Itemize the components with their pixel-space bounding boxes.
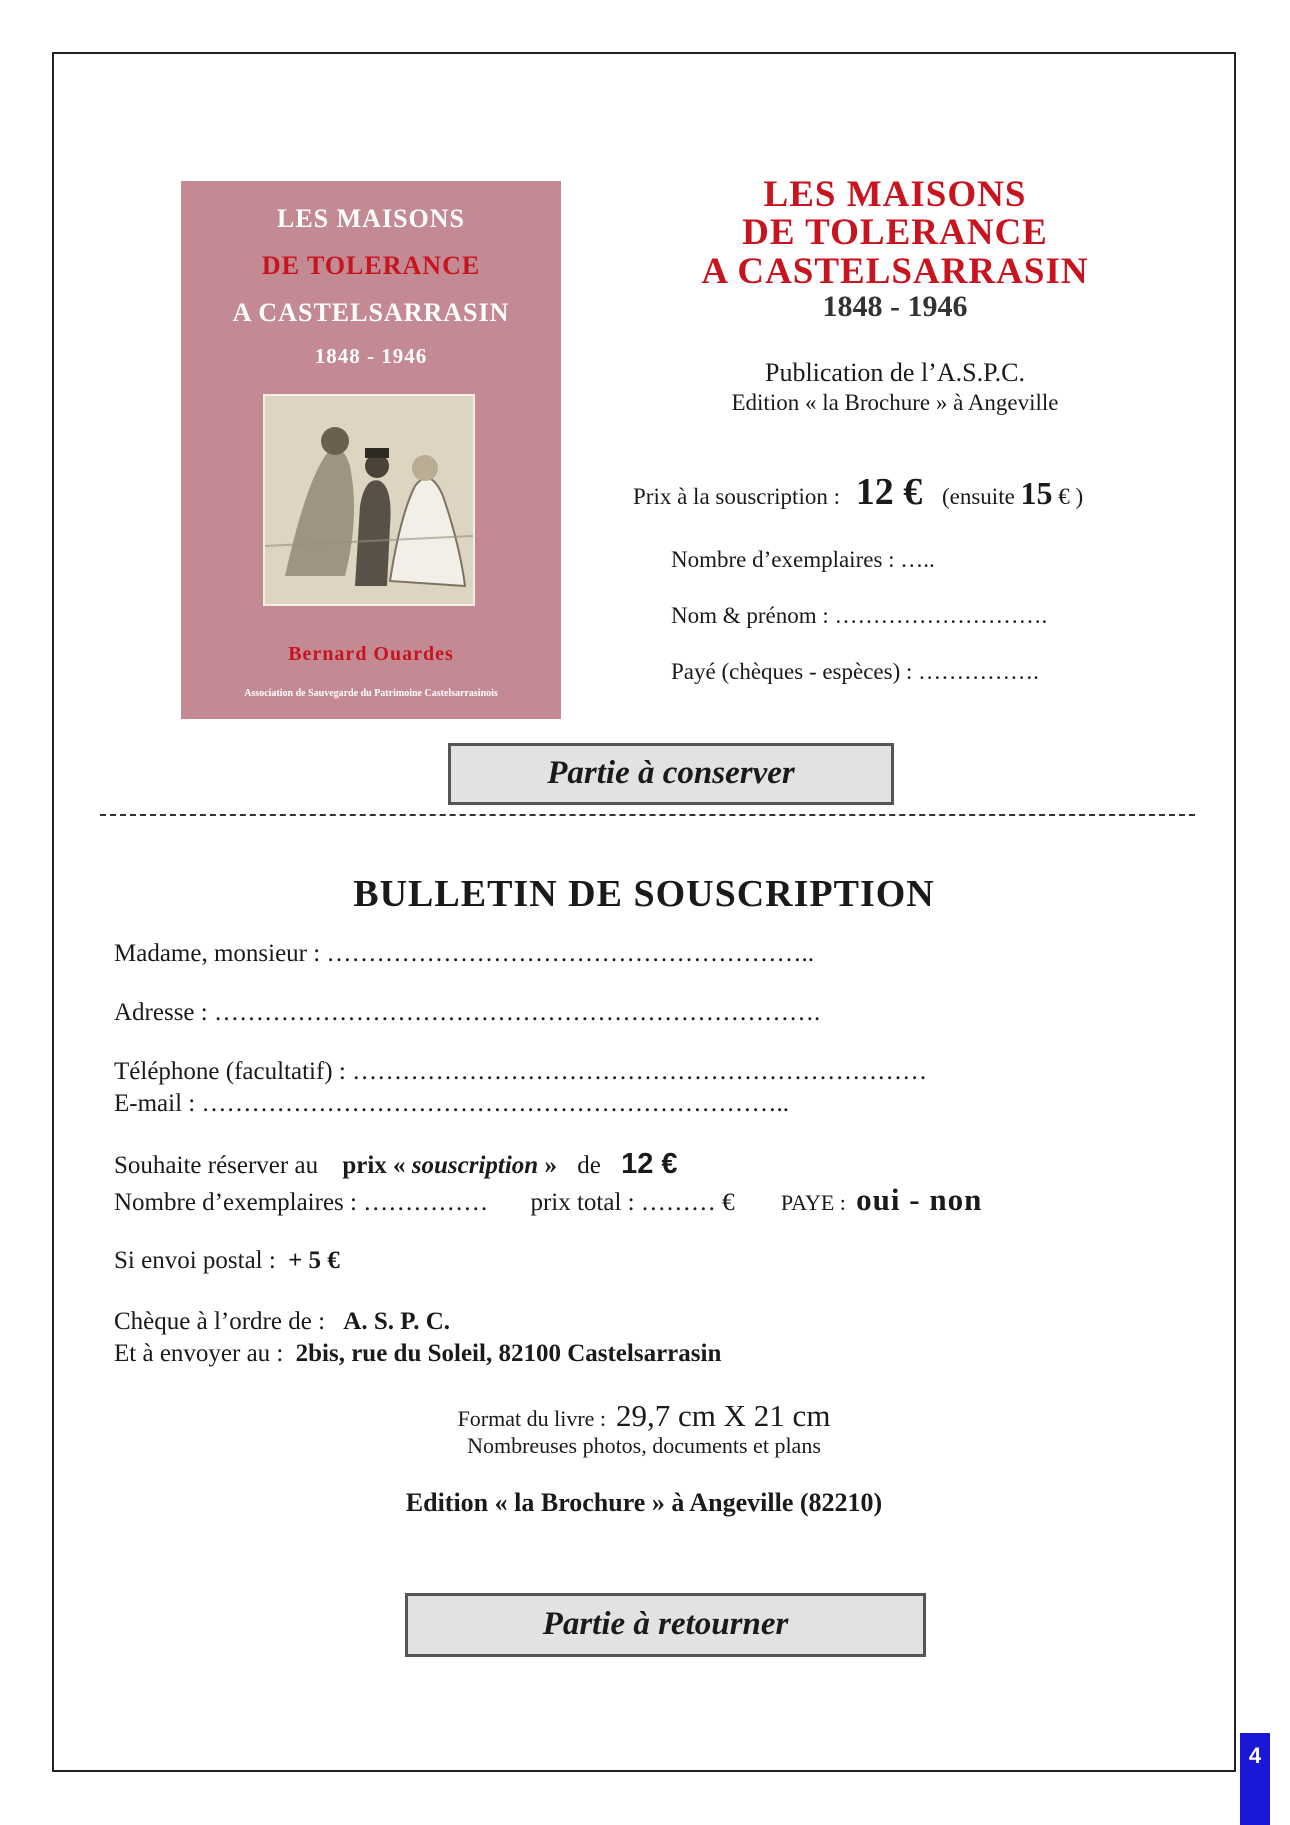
email-field[interactable]: E-mail : …………………………………………………………….. (114, 1090, 789, 1117)
photos-line: Nombreuses photos, documents et plans (467, 1433, 821, 1458)
madame-field[interactable]: Madame, monsieur : ………………………………………………….. (114, 940, 814, 967)
reserve-prefix: Souhaite réserver au (114, 1152, 319, 1179)
format-value: 29,7 cm X 21 cm (616, 1398, 831, 1433)
cover-years: 1848 - 1946 (314, 344, 428, 368)
reserve-price: 12 € (621, 1148, 678, 1180)
reserve-souscription: souscription (411, 1152, 539, 1179)
title-line2: DE TOLERANCE (742, 212, 1048, 253)
telephone-field[interactable]: Téléphone (facultatif) : …………………………………………………………… (114, 1058, 928, 1085)
price-after-value: 15 (1020, 475, 1053, 511)
price-value: 12 € (855, 471, 923, 513)
page-number-badge (1240, 1733, 1270, 1825)
postal-label: Si envoi postal : (114, 1247, 276, 1274)
cheque-value: A. S. P. C. (343, 1308, 451, 1335)
total-field[interactable]: prix total : ……… € (530, 1189, 735, 1216)
bulletin-copies-field[interactable]: Nombre d’exemplaires : …………… (114, 1189, 489, 1216)
adresse-field[interactable]: Adresse : ………………………………………………………………. (114, 999, 821, 1026)
book-cover (181, 181, 561, 719)
paye-value[interactable]: oui - non (856, 1182, 983, 1217)
title-years: 1848 - 1946 (822, 290, 968, 323)
keep-part-label: Partie à conserver (547, 755, 795, 791)
price-row (633, 470, 1083, 514)
postal-value: + 5 € (288, 1247, 340, 1274)
cheque-label: Chèque à l’ordre de : (114, 1308, 326, 1335)
cover-sketch (265, 396, 473, 604)
reserve-row (114, 1148, 678, 1181)
reserve-de: de (577, 1152, 601, 1179)
copies-row (114, 1182, 982, 1218)
cover-title-line1: LES MAISONS (277, 204, 465, 233)
keep-part-box (448, 743, 894, 805)
send-value: 2bis, rue du Soleil, 82100 Castelsarrasin (295, 1340, 722, 1367)
stub-copies: Nombre d’exemplaires : ….. (671, 547, 935, 572)
format-label: Format du livre : (457, 1406, 607, 1431)
cut-line (100, 814, 1195, 816)
return-part-label: Partie à retourner (542, 1606, 789, 1642)
send-row (114, 1340, 721, 1368)
postal-row (114, 1247, 340, 1275)
price-after-suffix: € ) (1058, 484, 1084, 509)
title-line1: LES MAISONS (763, 174, 1027, 215)
format-row (52, 1398, 1236, 1434)
cover-illustration (263, 394, 475, 606)
edition-line: Edition « la Brochure » à Angeville (731, 390, 1059, 415)
reserve-close: » (544, 1152, 557, 1179)
stub-name: Nom & prénom : ………………………. (671, 603, 1048, 628)
reserve-prix: prix « (342, 1152, 406, 1179)
cheque-row (114, 1308, 450, 1336)
bulletin-edition: Edition « la Brochure » à Angeville (82210) (405, 1488, 883, 1517)
cover-title-line3: A CASTELSARRASIN (232, 298, 510, 327)
price-label: Prix à la souscription : (633, 484, 840, 509)
title-line3: A CASTELSARRASIN (701, 251, 1089, 292)
page-number: 4 (1248, 1743, 1262, 1768)
return-part-box (405, 1593, 926, 1657)
publication-line: Publication de l’A.S.P.C. (764, 358, 1025, 387)
cover-title-line2: DE TOLERANCE (261, 251, 481, 280)
paye-label: PAYE : (780, 1190, 846, 1215)
cover-author: Bernard Ouardes (288, 643, 454, 665)
stub-paid: Payé (chèques - espèces) : ……………. (671, 659, 1039, 684)
cover-association: Association de Sauvegarde du Patrimoine Castelsarrasinois (244, 688, 498, 699)
bulletin-title: BULLETIN DE SOUSCRIPTION (353, 873, 935, 915)
price-after-prefix: (ensuite (941, 484, 1015, 509)
send-label: Et à envoyer au : (114, 1340, 284, 1367)
